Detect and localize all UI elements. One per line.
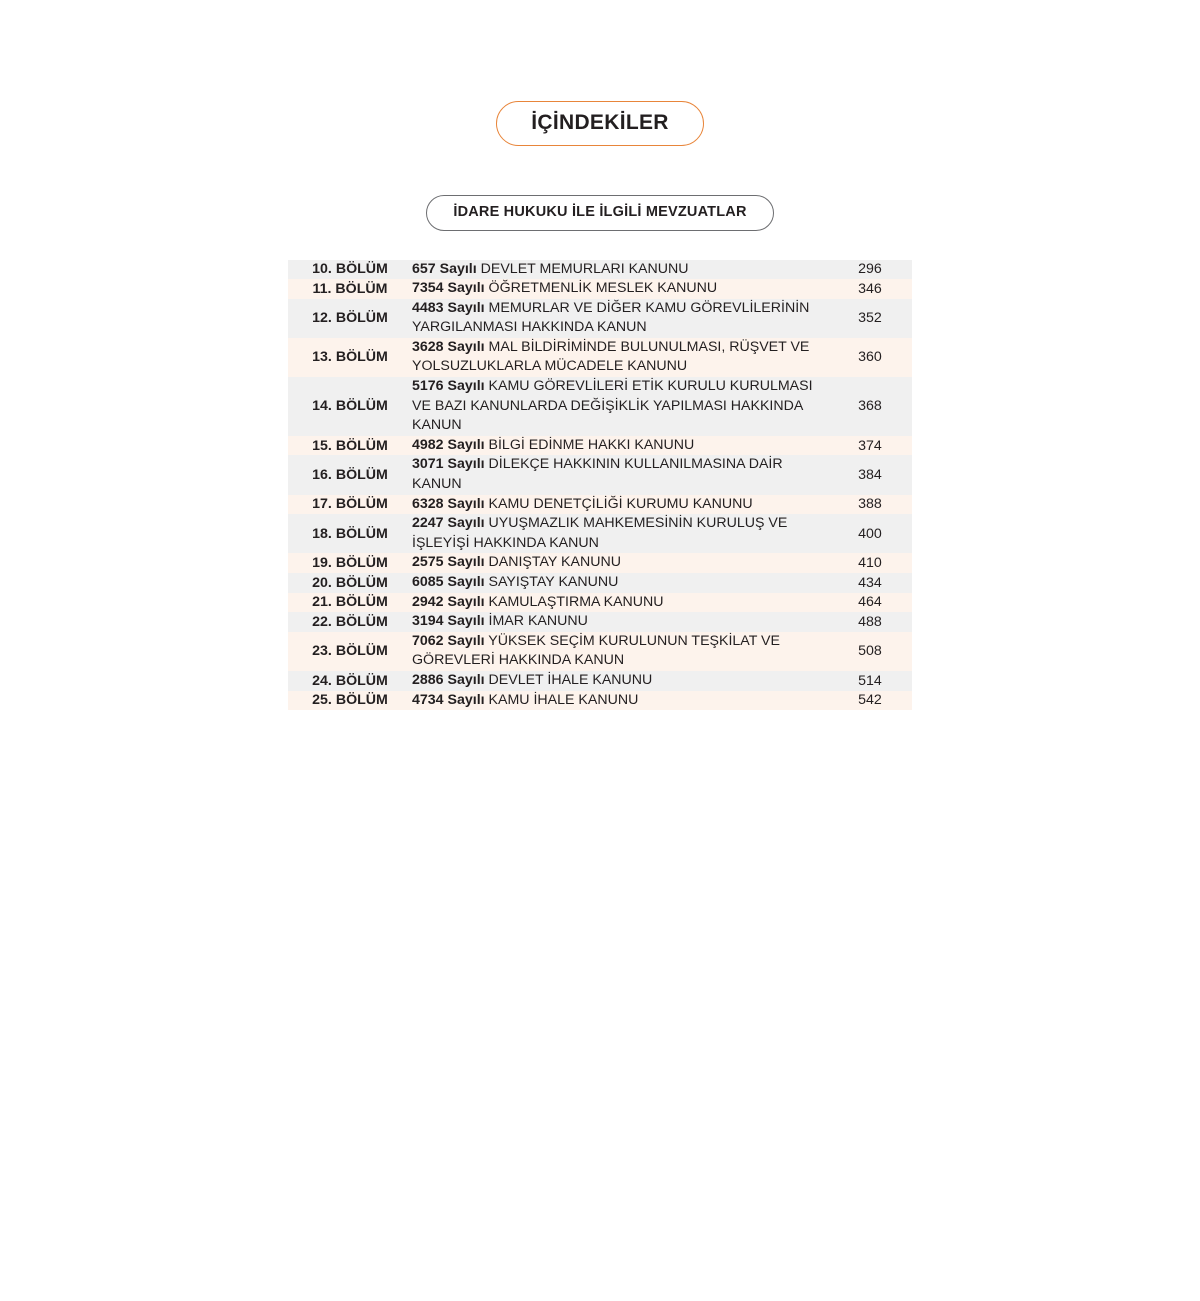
page-number: 410 bbox=[858, 555, 882, 572]
law-name: DEVLET MEMURLARI KANUNU bbox=[480, 260, 689, 277]
entry-title bbox=[412, 612, 828, 632]
page-number: 514 bbox=[858, 672, 882, 689]
table-row[interactable] bbox=[288, 338, 912, 377]
entry-title bbox=[412, 573, 828, 593]
law-number: 657 Sayılı bbox=[412, 260, 477, 277]
table-row[interactable] bbox=[288, 377, 912, 436]
law-number: 3628 Sayılı bbox=[412, 338, 485, 355]
chapter-label: 10. BÖLÜM bbox=[312, 261, 388, 278]
law-number: 7354 Sayılı bbox=[412, 280, 485, 297]
table-of-contents bbox=[288, 260, 912, 711]
chapter-label: 17. BÖLÜM bbox=[312, 496, 388, 513]
table-row[interactable] bbox=[288, 573, 912, 593]
chapter-label: 19. BÖLÜM bbox=[312, 555, 388, 572]
law-name: İMAR KANUNU bbox=[488, 613, 588, 630]
entry-title bbox=[412, 495, 828, 515]
chapter-label: 18. BÖLÜM bbox=[312, 525, 388, 542]
table-row[interactable] bbox=[288, 260, 912, 280]
page-number: 346 bbox=[858, 280, 882, 297]
law-name: DİLEKÇE HAKKININ KULLANILMASINA DAİR KANUN bbox=[412, 456, 783, 493]
chapter-label: 11. BÖLÜM bbox=[312, 280, 388, 297]
law-number: 6328 Sayılı bbox=[412, 495, 485, 512]
chapter-label: 16. BÖLÜM bbox=[312, 467, 388, 484]
law-name: MEMURLAR VE DİĞER KAMU GÖREVLİLERİNİN YARGILANMASI HAKKINDA KANUN bbox=[412, 299, 810, 336]
table-row[interactable] bbox=[288, 691, 912, 711]
entry-title bbox=[412, 514, 828, 553]
chapter-label: 22. BÖLÜM bbox=[312, 613, 388, 630]
law-number: 3071 Sayılı bbox=[412, 456, 485, 473]
law-name: KAMU İHALE KANUNU bbox=[488, 691, 639, 708]
law-number: 2886 Sayılı bbox=[412, 671, 485, 688]
chapter-label: 23. BÖLÜM bbox=[312, 643, 388, 660]
page-number: 374 bbox=[858, 437, 882, 454]
page-number: 434 bbox=[858, 574, 882, 591]
law-number: 6085 Sayılı bbox=[412, 574, 485, 590]
page-number: 388 bbox=[858, 496, 882, 513]
law-number: 4734 Sayılı bbox=[412, 691, 485, 708]
entry-title bbox=[412, 553, 828, 573]
page-number: 352 bbox=[858, 310, 882, 327]
entry-title bbox=[412, 436, 828, 456]
page-title: İÇİNDEKİLER bbox=[496, 101, 703, 146]
chapter-label: 12. BÖLÜM bbox=[312, 310, 388, 327]
chapter-label: 24. BÖLÜM bbox=[312, 672, 388, 689]
law-name: KAMU DENETÇİLİĞİ KURUMU KANUNU bbox=[488, 495, 753, 512]
law-name: UYUŞMAZLIK MAHKEMESİNİN KURULUŞ VE İŞLEYİŞİ HAKKINDA KANUN bbox=[412, 515, 788, 551]
law-number: 2247 Sayılı bbox=[412, 515, 485, 532]
law-name: KAMULAŞTIRMA KANUNU bbox=[488, 593, 664, 610]
entry-title bbox=[412, 691, 828, 711]
chapter-label: 20. BÖLÜM bbox=[312, 574, 388, 591]
table-row[interactable] bbox=[288, 495, 912, 515]
table-row[interactable] bbox=[288, 593, 912, 613]
law-name: DEVLET İHALE KANUNU bbox=[488, 671, 653, 688]
page-number: 508 bbox=[858, 643, 882, 660]
table-row[interactable] bbox=[288, 671, 912, 691]
chapter-label: 15. BÖLÜM bbox=[312, 437, 388, 454]
entry-title bbox=[412, 593, 828, 613]
table-row[interactable] bbox=[288, 436, 912, 456]
table-row[interactable] bbox=[288, 299, 912, 338]
law-number: 2575 Sayılı bbox=[412, 554, 485, 571]
page-number: 464 bbox=[858, 594, 882, 611]
law-number: 3194 Sayılı bbox=[412, 613, 485, 630]
law-name: DANIŞTAY KANUNU bbox=[488, 554, 621, 571]
table-row[interactable] bbox=[288, 279, 912, 299]
page-number: 296 bbox=[858, 261, 882, 278]
page-title-container bbox=[0, 101, 1200, 146]
law-number: 4483 Sayılı bbox=[412, 299, 485, 316]
law-name: BİLGİ EDİNME HAKKI KANUNU bbox=[488, 436, 695, 453]
table-of-contents-body bbox=[288, 260, 912, 711]
law-name: YÜKSEK SEÇİM KURULUNUN TEŞKİLAT VE GÖREVLERİ HAKKINDA KANUN bbox=[412, 632, 780, 669]
table-row[interactable] bbox=[288, 612, 912, 632]
chapter-label: 25. BÖLÜM bbox=[312, 692, 388, 709]
entry-title bbox=[412, 338, 828, 377]
chapter-label: 13. BÖLÜM bbox=[312, 349, 388, 366]
table-row[interactable] bbox=[288, 632, 912, 671]
chapter-label: 14. BÖLÜM bbox=[312, 398, 388, 415]
page-number: 368 bbox=[858, 398, 882, 415]
entry-title bbox=[412, 671, 828, 691]
page-number: 542 bbox=[858, 692, 882, 709]
law-number: 2942 Sayılı bbox=[412, 593, 485, 610]
entry-title bbox=[412, 260, 828, 280]
page-number: 488 bbox=[858, 613, 882, 630]
section-heading-container bbox=[0, 195, 1200, 231]
law-name: ÖĞRETMENLİK MESLEK KANUNU bbox=[488, 280, 718, 297]
table-row[interactable] bbox=[288, 455, 912, 494]
document-page bbox=[0, 101, 1200, 1301]
entry-title bbox=[412, 455, 828, 494]
law-number: 4982 Sayılı bbox=[412, 436, 485, 453]
law-number: 7062 Sayılı bbox=[412, 632, 485, 649]
page-number: 400 bbox=[858, 525, 882, 542]
entry-title bbox=[412, 377, 828, 436]
page-number: 384 bbox=[858, 467, 882, 484]
table-row[interactable] bbox=[288, 553, 912, 573]
law-name: SAYIŞTAY KANUNU bbox=[488, 574, 619, 590]
entry-title bbox=[412, 279, 828, 299]
section-heading: İDARE HUKUKU İLE İLGİLİ MEVZUATLAR bbox=[426, 195, 773, 231]
law-name: MAL BİLDİRİMİNDE BULUNULMASI, RÜŞVET VE YOLSUZLUKLARLA MÜCADELE KANUNU bbox=[412, 338, 810, 375]
entry-title bbox=[412, 632, 828, 671]
page-number: 360 bbox=[858, 349, 882, 366]
law-number: 5176 Sayılı bbox=[412, 378, 485, 395]
chapter-label: 21. BÖLÜM bbox=[312, 594, 388, 611]
entry-title bbox=[412, 299, 828, 338]
table-row[interactable] bbox=[288, 514, 912, 553]
law-name: KAMU GÖREVLİLERİ ETİK KURULU KURULMASI VE BAZI KANUNLARDA DEĞİŞİKLİK YAPILMASI HAKKINDA KANUN bbox=[412, 378, 813, 434]
